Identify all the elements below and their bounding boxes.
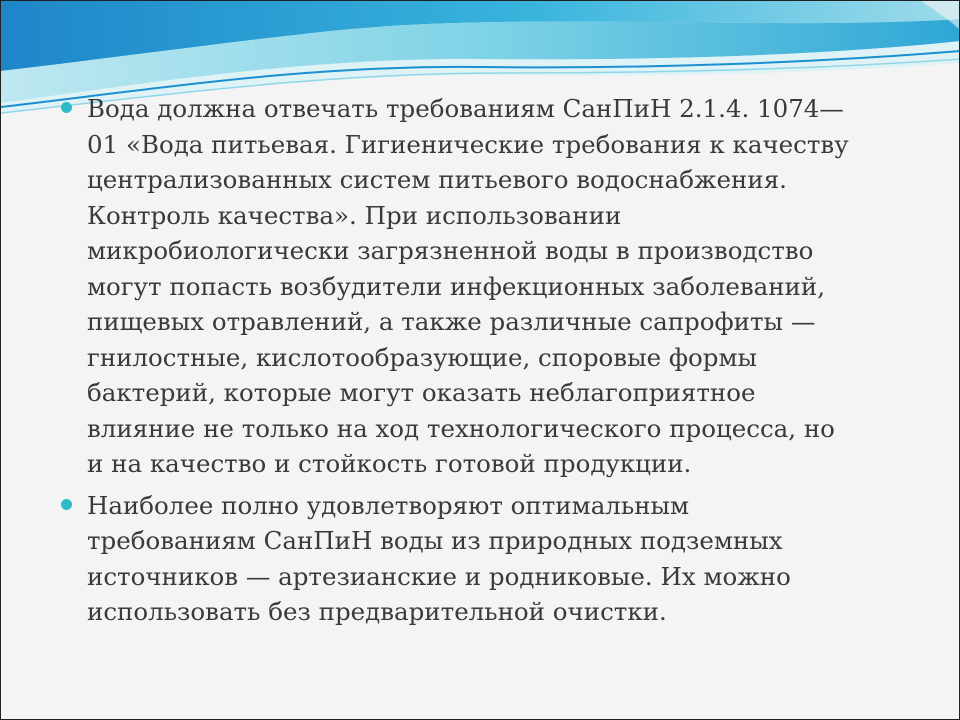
bullet-item [59, 488, 919, 630]
slide-content [59, 91, 919, 636]
bullet-text: Вода должна отвечать требованиям СанПиН 2.1.4. 1074— 01 «Вода питьевая. Гигиенические требования к качеству централизованных систем питьевого водоснабжения. Контроль качества». При использовании микробиологически загрязненной воды в производство могут попасть возбудители инфекционных заболеваний, пищевых отравлений, а также различные сапрофиты — гнилостные, кислотообразующие, споровые формы бактерий, которые могут оказать неблагоприятное влияние не только на ход технологического процесса, но и на качество и стойкость готовой продукции. [87, 94, 849, 478]
bullet-item [59, 91, 919, 482]
bullet-dot-icon [61, 499, 72, 510]
bullet-dot-icon [61, 102, 72, 113]
bullet-text: Наиболее полно удовлетворяют оптимальным требованиям СанПиН воды из природных подземных источников — артезианские и родниковые. Их можно использовать без предварительной очистки. [87, 490, 791, 626]
